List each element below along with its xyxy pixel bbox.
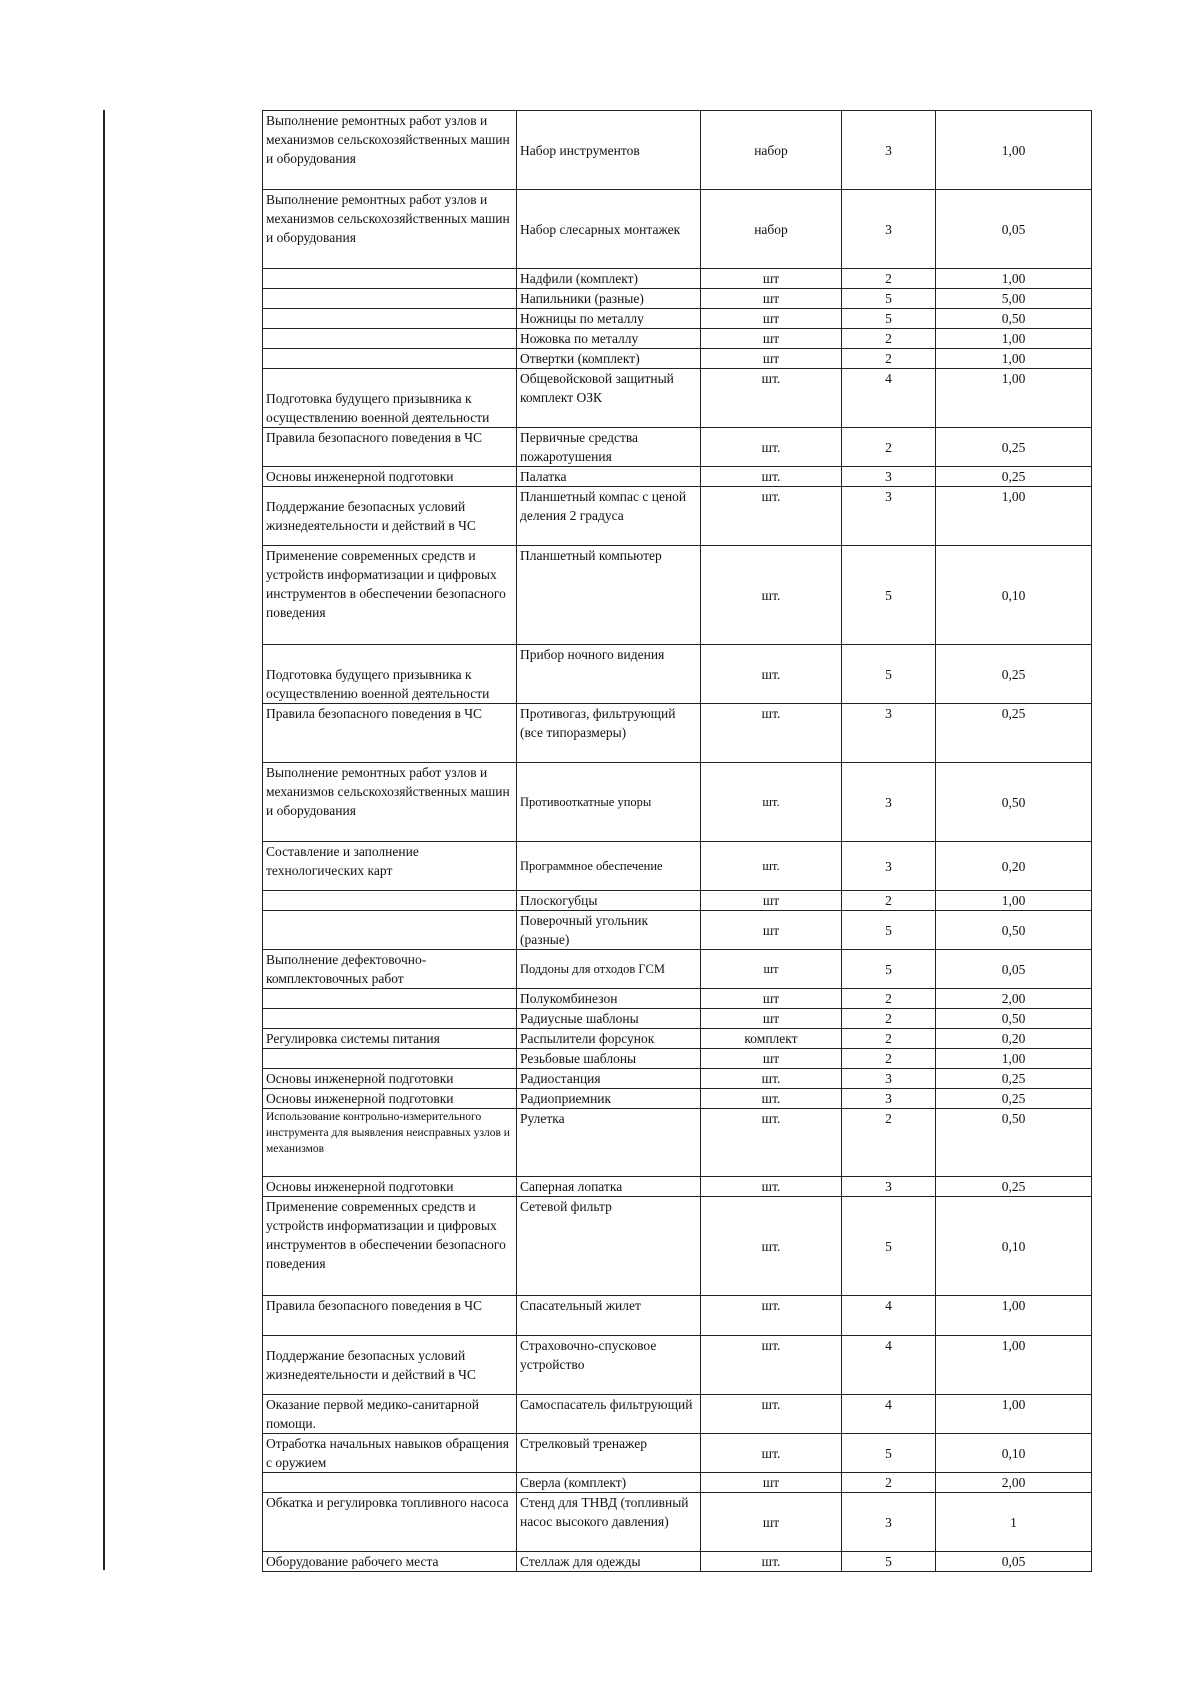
- table-row: [263, 487, 1092, 546]
- quantity-cell: 3: [842, 111, 936, 190]
- table-row: [263, 269, 1092, 289]
- activity-cell: Правила безопасного поведения в ЧС: [263, 428, 517, 467]
- table-row: [263, 1296, 1092, 1336]
- unit-cell: шт: [701, 1049, 842, 1069]
- item-name-cell: Плоскогубцы: [517, 891, 701, 911]
- activity-cell: [263, 989, 517, 1009]
- table-body: [263, 111, 1092, 1572]
- item-name-cell: Палатка: [517, 467, 701, 487]
- activity-cell: [263, 1009, 517, 1029]
- unit-cell: шт: [701, 891, 842, 911]
- coefficient-cell: 0,25: [936, 1177, 1092, 1197]
- item-name-cell: Противогаз, фильтрующий (все типоразмеры): [517, 704, 701, 763]
- item-name-cell: Противооткатные упоры: [517, 763, 701, 842]
- coefficient-cell: 2,00: [936, 989, 1092, 1009]
- unit-cell: набор: [701, 190, 842, 269]
- activity-cell: Выполнение ремонтных работ узлов и механизмов сельскохозяйственных машин и оборудования: [263, 763, 517, 842]
- table-row: [263, 369, 1092, 428]
- table-row: [263, 190, 1092, 269]
- item-name-cell: Саперная лопатка: [517, 1177, 701, 1197]
- activity-cell: Поддержание безопасных условий жизнедеятельности и действий в ЧС: [263, 487, 517, 546]
- coefficient-cell: 1,00: [936, 329, 1092, 349]
- coefficient-cell: 1,00: [936, 111, 1092, 190]
- coefficient-cell: 0,20: [936, 842, 1092, 891]
- quantity-cell: 2: [842, 1049, 936, 1069]
- item-name-cell: Резьбовые шаблоны: [517, 1049, 701, 1069]
- item-name-cell: Сверла (комплект): [517, 1473, 701, 1493]
- unit-cell: шт: [701, 989, 842, 1009]
- activity-cell: Подготовка будущего призывника к осуществлению военной деятельности: [263, 369, 517, 428]
- coefficient-cell: 1,00: [936, 269, 1092, 289]
- quantity-cell: 2: [842, 1029, 936, 1049]
- table-row: [263, 467, 1092, 487]
- item-name-cell: Набор слесарных монтажек: [517, 190, 701, 269]
- table-row: [263, 989, 1092, 1009]
- table-row: [263, 546, 1092, 645]
- equipment-table: [262, 110, 1092, 1572]
- quantity-cell: 3: [842, 190, 936, 269]
- activity-cell: Выполнение ремонтных работ узлов и механизмов сельскохозяйственных машин и оборудования: [263, 190, 517, 269]
- item-name-cell: Распылители форсунок: [517, 1029, 701, 1049]
- unit-cell: шт: [701, 269, 842, 289]
- activity-cell: [263, 1473, 517, 1493]
- coefficient-cell: 1: [936, 1493, 1092, 1552]
- table-row: [263, 842, 1092, 891]
- table-row: [263, 1177, 1092, 1197]
- quantity-cell: 5: [842, 309, 936, 329]
- activity-cell: [263, 329, 517, 349]
- quantity-cell: 5: [842, 911, 936, 950]
- coefficient-cell: 1,00: [936, 487, 1092, 546]
- unit-cell: шт.: [701, 487, 842, 546]
- table-row: [263, 1029, 1092, 1049]
- item-name-cell: Самоспасатель фильтрующий: [517, 1395, 701, 1434]
- coefficient-cell: 0,25: [936, 645, 1092, 704]
- activity-cell: [263, 309, 517, 329]
- item-name-cell: Стрелковый тренажер: [517, 1434, 701, 1473]
- quantity-cell: 3: [842, 763, 936, 842]
- table-row: [263, 1552, 1092, 1572]
- item-name-cell: Общевойсковой защитный комплект ОЗК: [517, 369, 701, 428]
- unit-cell: шт.: [701, 1552, 842, 1572]
- activity-cell: Основы инженерной подготовки: [263, 1177, 517, 1197]
- item-name-cell: Программное обеспечение: [517, 842, 701, 891]
- quantity-cell: 3: [842, 842, 936, 891]
- coefficient-cell: 1,00: [936, 1395, 1092, 1434]
- item-name-cell: Надфили (комплект): [517, 269, 701, 289]
- activity-cell: Основы инженерной подготовки: [263, 1089, 517, 1109]
- item-name-cell: Стенд для ТНВД (топливный насос высокого давления): [517, 1493, 701, 1552]
- table-row: [263, 329, 1092, 349]
- coefficient-cell: 0,50: [936, 763, 1092, 842]
- quantity-cell: 5: [842, 1552, 936, 1572]
- item-name-cell: Радиоприемник: [517, 1089, 701, 1109]
- unit-cell: шт.: [701, 704, 842, 763]
- unit-cell: шт: [701, 329, 842, 349]
- table-row: [263, 911, 1092, 950]
- item-name-cell: Радиусные шаблоны: [517, 1009, 701, 1029]
- quantity-cell: 2: [842, 269, 936, 289]
- item-name-cell: Прибор ночного видения: [517, 645, 701, 704]
- unit-cell: шт.: [701, 1336, 842, 1395]
- unit-cell: шт.: [701, 546, 842, 645]
- unit-cell: шт.: [701, 1434, 842, 1473]
- unit-cell: шт.: [701, 1395, 842, 1434]
- unit-cell: шт.: [701, 763, 842, 842]
- table-row: [263, 645, 1092, 704]
- activity-cell: [263, 911, 517, 950]
- item-name-cell: Поверочный угольник (разные): [517, 911, 701, 950]
- activity-cell: Регулировка системы питания: [263, 1029, 517, 1049]
- table-row: [263, 763, 1092, 842]
- item-name-cell: Сетевой фильтр: [517, 1197, 701, 1296]
- coefficient-cell: 0,25: [936, 1069, 1092, 1089]
- coefficient-cell: 0,10: [936, 546, 1092, 645]
- table-row: [263, 111, 1092, 190]
- quantity-cell: 2: [842, 1473, 936, 1493]
- quantity-cell: 3: [842, 487, 936, 546]
- coefficient-cell: 1,00: [936, 1336, 1092, 1395]
- quantity-cell: 3: [842, 1493, 936, 1552]
- coefficient-cell: 0,50: [936, 309, 1092, 329]
- table-row: [263, 1069, 1092, 1089]
- unit-cell: шт.: [701, 1197, 842, 1296]
- item-name-cell: Планшетный компьютер: [517, 546, 701, 645]
- item-name-cell: Полукомбинезон: [517, 989, 701, 1009]
- unit-cell: шт.: [701, 1089, 842, 1109]
- item-name-cell: Набор инструментов: [517, 111, 701, 190]
- item-name-cell: Страховочно-спусковое устройство: [517, 1336, 701, 1395]
- coefficient-cell: 0,05: [936, 190, 1092, 269]
- coefficient-cell: 1,00: [936, 1049, 1092, 1069]
- coefficient-cell: 0,25: [936, 467, 1092, 487]
- coefficient-cell: 0,20: [936, 1029, 1092, 1049]
- quantity-cell: 3: [842, 1177, 936, 1197]
- item-name-cell: Напильники (разные): [517, 289, 701, 309]
- quantity-cell: 2: [842, 989, 936, 1009]
- table-row: [263, 1009, 1092, 1029]
- unit-cell: шт: [701, 289, 842, 309]
- unit-cell: шт.: [701, 428, 842, 467]
- table-row: [263, 1109, 1092, 1177]
- page-margin-line: [103, 110, 105, 1570]
- quantity-cell: 3: [842, 1089, 936, 1109]
- quantity-cell: 2: [842, 1109, 936, 1177]
- item-name-cell: Стеллаж для одежды: [517, 1552, 701, 1572]
- unit-cell: шт.: [701, 842, 842, 891]
- coefficient-cell: 0,10: [936, 1434, 1092, 1473]
- quantity-cell: 2: [842, 329, 936, 349]
- activity-cell: Обкатка и регулировка топливного насоса: [263, 1493, 517, 1552]
- item-name-cell: Ножницы по металлу: [517, 309, 701, 329]
- activity-cell: Правила безопасного поведения в ЧС: [263, 704, 517, 763]
- coefficient-cell: 0,10: [936, 1197, 1092, 1296]
- coefficient-cell: 0,25: [936, 1089, 1092, 1109]
- activity-cell: Отработка начальных навыков обращения с оружием: [263, 1434, 517, 1473]
- activity-cell: Применение современных средств и устройств информатизации и цифровых инструментов в обеспечении безопасного поведения: [263, 1197, 517, 1296]
- unit-cell: комплект: [701, 1029, 842, 1049]
- quantity-cell: 4: [842, 369, 936, 428]
- quantity-cell: 3: [842, 467, 936, 487]
- table-row: [263, 1336, 1092, 1395]
- coefficient-cell: 1,00: [936, 369, 1092, 428]
- quantity-cell: 5: [842, 645, 936, 704]
- table-row: [263, 704, 1092, 763]
- quantity-cell: 4: [842, 1336, 936, 1395]
- activity-cell: Оборудование рабочего места: [263, 1552, 517, 1572]
- item-name-cell: Первичные средства пожаротушения: [517, 428, 701, 467]
- activity-cell: Составление и заполнение технологических карт: [263, 842, 517, 891]
- activity-cell: Правила безопасного поведения в ЧС: [263, 1296, 517, 1336]
- activity-cell: [263, 891, 517, 911]
- activity-cell: Подготовка будущего призывника к осуществлению военной деятельности: [263, 645, 517, 704]
- unit-cell: шт: [701, 950, 842, 989]
- activity-cell: Применение современных средств и устройств информатизации и цифровых инструментов в обеспечении безопасного поведения: [263, 546, 517, 645]
- unit-cell: шт.: [701, 645, 842, 704]
- activity-cell: Выполнение дефектовочно-комплектовочных работ: [263, 950, 517, 989]
- table-row: [263, 349, 1092, 369]
- quantity-cell: 3: [842, 704, 936, 763]
- quantity-cell: 4: [842, 1395, 936, 1434]
- item-name-cell: Отвертки (комплект): [517, 349, 701, 369]
- table-row: [263, 1473, 1092, 1493]
- activity-cell: Поддержание безопасных условий жизнедеятельности и действий в ЧС: [263, 1336, 517, 1395]
- coefficient-cell: 1,00: [936, 1296, 1092, 1336]
- activity-cell: Использование контрольно-измерительного инструмента для выявления неисправных узлов и механизмов: [263, 1109, 517, 1177]
- quantity-cell: 5: [842, 546, 936, 645]
- coefficient-cell: 0,25: [936, 704, 1092, 763]
- table-row: [263, 950, 1092, 989]
- coefficient-cell: 0,50: [936, 1109, 1092, 1177]
- quantity-cell: 5: [842, 289, 936, 309]
- table-row: [263, 1493, 1092, 1552]
- unit-cell: шт: [701, 1473, 842, 1493]
- coefficient-cell: 0,50: [936, 911, 1092, 950]
- activity-cell: [263, 1049, 517, 1069]
- unit-cell: шт: [701, 309, 842, 329]
- coefficient-cell: 1,00: [936, 891, 1092, 911]
- item-name-cell: Рулетка: [517, 1109, 701, 1177]
- table-row: [263, 428, 1092, 467]
- quantity-cell: 2: [842, 428, 936, 467]
- activity-cell: Основы инженерной подготовки: [263, 1069, 517, 1089]
- quantity-cell: 2: [842, 891, 936, 911]
- activity-cell: Основы инженерной подготовки: [263, 467, 517, 487]
- activity-cell: [263, 289, 517, 309]
- quantity-cell: 3: [842, 1069, 936, 1089]
- coefficient-cell: 2,00: [936, 1473, 1092, 1493]
- coefficient-cell: 0,05: [936, 950, 1092, 989]
- coefficient-cell: 5,00: [936, 289, 1092, 309]
- unit-cell: шт.: [701, 369, 842, 428]
- table-row: [263, 309, 1092, 329]
- unit-cell: шт.: [701, 1177, 842, 1197]
- coefficient-cell: 0,50: [936, 1009, 1092, 1029]
- coefficient-cell: 0,25: [936, 428, 1092, 467]
- quantity-cell: 5: [842, 950, 936, 989]
- table-row: [263, 289, 1092, 309]
- unit-cell: шт: [701, 1493, 842, 1552]
- item-name-cell: Поддоны для отходов ГСМ: [517, 950, 701, 989]
- unit-cell: шт: [701, 911, 842, 950]
- coefficient-cell: 1,00: [936, 349, 1092, 369]
- unit-cell: шт.: [701, 1109, 842, 1177]
- activity-cell: Выполнение ремонтных работ узлов и механизмов сельскохозяйственных машин и оборудования: [263, 111, 517, 190]
- quantity-cell: 2: [842, 1009, 936, 1029]
- unit-cell: шт.: [701, 1069, 842, 1089]
- activity-cell: [263, 269, 517, 289]
- table-row: [263, 1395, 1092, 1434]
- quantity-cell: 4: [842, 1296, 936, 1336]
- unit-cell: шт: [701, 349, 842, 369]
- item-name-cell: Спасательный жилет: [517, 1296, 701, 1336]
- table-row: [263, 1197, 1092, 1296]
- quantity-cell: 5: [842, 1434, 936, 1473]
- item-name-cell: Ножовка по металлу: [517, 329, 701, 349]
- activity-cell: [263, 349, 517, 369]
- unit-cell: шт: [701, 1009, 842, 1029]
- quantity-cell: 2: [842, 349, 936, 369]
- table-row: [263, 1434, 1092, 1473]
- activity-cell: Оказание первой медико-санитарной помощи.: [263, 1395, 517, 1434]
- coefficient-cell: 0,05: [936, 1552, 1092, 1572]
- unit-cell: шт.: [701, 467, 842, 487]
- quantity-cell: 5: [842, 1197, 936, 1296]
- item-name-cell: Планшетный компас с ценой деления 2 градуса: [517, 487, 701, 546]
- unit-cell: шт.: [701, 1296, 842, 1336]
- item-name-cell: Радиостанция: [517, 1069, 701, 1089]
- unit-cell: набор: [701, 111, 842, 190]
- table-row: [263, 891, 1092, 911]
- table-row: [263, 1089, 1092, 1109]
- table-row: [263, 1049, 1092, 1069]
